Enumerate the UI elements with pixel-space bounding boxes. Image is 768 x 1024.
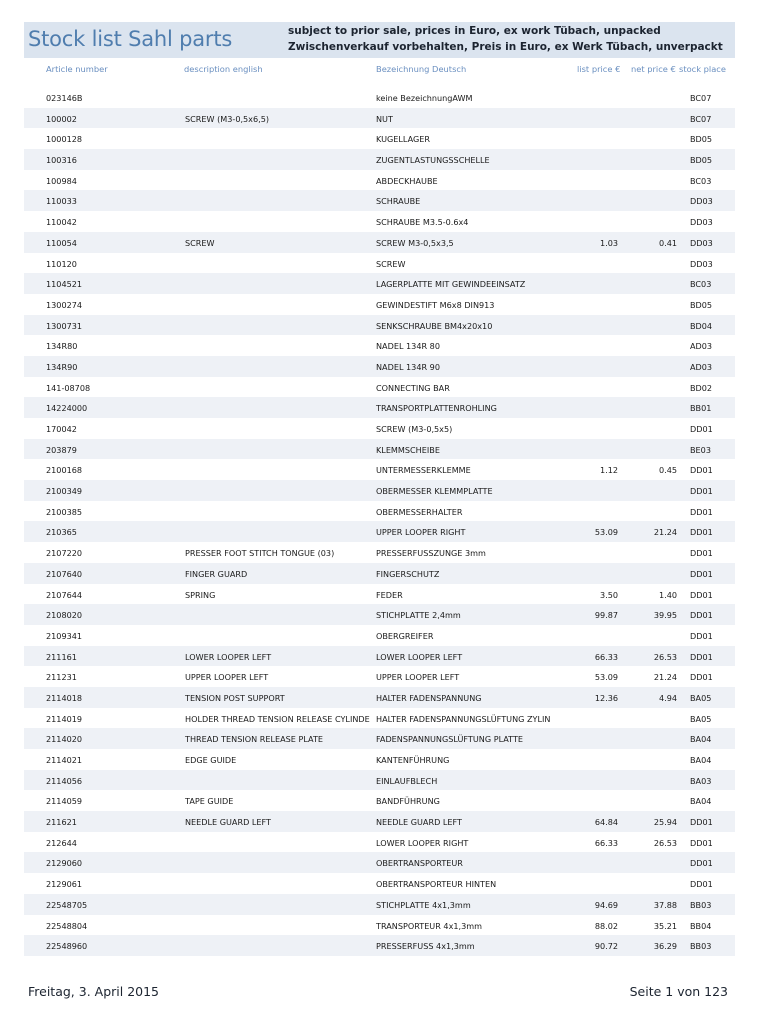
page-title: Stock list Sahl parts xyxy=(28,27,233,51)
cell-description-german: GEWINDESTIFT M6x8 DIN913 xyxy=(376,299,495,310)
table-row xyxy=(24,149,735,170)
cell-description-german: SCREW M3-0,5x3,5 xyxy=(376,237,454,248)
cell-stock-place: DD01 xyxy=(690,879,713,890)
cell-article-number: 212644 xyxy=(46,837,77,848)
table-row xyxy=(24,108,735,129)
table-row xyxy=(24,190,735,211)
cell-list-price: 1.12 xyxy=(599,465,618,476)
cell-description-german: NUT xyxy=(376,113,393,124)
cell-description-english: NEEDLE GUARD LEFT xyxy=(185,817,271,828)
cell-description-german: FADENSPANNUNGSLÜFTUNG PLATTE xyxy=(376,734,524,745)
footer-date: Freitag, 3. April 2015 xyxy=(28,984,160,999)
cell-stock-place: DD01 xyxy=(690,424,713,434)
cell-article-number: 2114019 xyxy=(46,713,83,724)
table-row xyxy=(24,811,735,832)
cell-description-german: LOWER LOOPER LEFT xyxy=(376,651,463,662)
cell-stock-place: DD03 xyxy=(690,217,713,228)
table-row xyxy=(24,377,735,398)
table-row xyxy=(24,253,735,274)
cell-net-price: 1.40 xyxy=(658,589,677,600)
cell-description-english: LOWER LOOPER LEFT xyxy=(185,651,272,662)
table-row xyxy=(24,584,735,605)
table-row xyxy=(24,625,735,646)
cell-description-german: SCHRAUBE xyxy=(376,196,421,207)
cell-description-german: STICHPLATTE 2,4mm xyxy=(376,610,461,621)
cell-description-german: TRANSPORTEUR 4x1,3mm xyxy=(376,920,483,931)
cell-description-german: SCHRAUBE M3.5-0.6x4 xyxy=(376,217,469,228)
cell-description-german: OBERTRANSPORTEUR xyxy=(376,858,463,869)
cell-stock-place: BC07 xyxy=(690,113,712,124)
cell-description-german: keine BezeichnungAWM xyxy=(376,93,473,103)
cell-description-german: SCREW xyxy=(376,258,406,269)
cell-description-english: UPPER LOOPER LEFT xyxy=(185,672,269,683)
subtitle-german: Zwischenverkauf vorbehalten, Preis in Euro, ex Werk Tübach, unverpackt xyxy=(288,41,723,53)
cell-net-price: 26.53 xyxy=(653,651,677,662)
cell-net-price: 0.41 xyxy=(658,237,677,248)
cell-description-german: BANDFÜHRUNG xyxy=(376,796,440,807)
cell-stock-place: BA04 xyxy=(690,734,712,745)
table-row xyxy=(24,397,735,418)
cell-article-number: 2129061 xyxy=(46,879,83,890)
table-row xyxy=(24,294,735,315)
cell-description-german: STICHPLATTE 4x1,3mm xyxy=(376,899,471,910)
cell-list-price: 64.84 xyxy=(594,817,618,828)
cell-description-german: KUGELLAGER xyxy=(376,134,431,145)
cell-stock-place: BA05 xyxy=(690,713,712,724)
table-row xyxy=(24,563,735,584)
cell-description-german: UNTERMESSERKLEMME xyxy=(376,465,471,476)
cell-article-number: 211621 xyxy=(46,817,77,828)
cell-article-number: 110054 xyxy=(46,237,77,248)
subtitle-english: subject to prior sale, prices in Euro, ex work Tübach, unpacked xyxy=(288,25,661,37)
cell-stock-place: BE03 xyxy=(690,444,711,455)
cell-article-number: 2109341 xyxy=(46,630,83,641)
cell-description-german: PRESSERFUSS 4x1,3mm xyxy=(376,941,475,952)
cell-description-german: KANTENFÜHRUNG xyxy=(376,755,450,765)
cell-list-price: 3.50 xyxy=(599,589,618,600)
table-row xyxy=(24,832,735,853)
cell-stock-place: BD05 xyxy=(690,155,713,166)
cell-list-price: 53.09 xyxy=(594,527,618,538)
table-row xyxy=(24,273,735,294)
table-row xyxy=(24,418,735,439)
table-row xyxy=(24,315,735,336)
cell-article-number: 2108020 xyxy=(46,610,83,621)
cell-description-german: SCREW (M3-0,5x5) xyxy=(376,424,453,434)
cell-article-number: 1300274 xyxy=(46,299,83,310)
cell-stock-place: BC03 xyxy=(690,175,712,186)
cell-description-german: ZUGENTLASTUNGSSCHELLE xyxy=(376,155,490,166)
cell-stock-place: DD01 xyxy=(690,506,713,517)
cell-description-german: LOWER LOOPER RIGHT xyxy=(376,837,469,848)
table-row xyxy=(24,894,735,915)
cell-stock-place: DD01 xyxy=(690,548,713,559)
cell-stock-place: DD01 xyxy=(690,817,713,828)
cell-stock-place: DD01 xyxy=(690,465,713,476)
table-row xyxy=(24,211,735,232)
column-header-article: Article number xyxy=(46,64,108,74)
cell-article-number: 170042 xyxy=(46,424,77,434)
table-row xyxy=(24,232,735,253)
cell-description-german: CONNECTING BAR xyxy=(376,382,450,393)
cell-description-english: SCREW (M3-0,5x6,5) xyxy=(185,113,270,124)
cell-description-german: OBERMESSER KLEMMPLATTE xyxy=(376,486,493,497)
cell-article-number: 2100349 xyxy=(46,486,83,497)
cell-article-number: 100984 xyxy=(46,175,77,186)
cell-stock-place: BA05 xyxy=(690,692,712,703)
cell-stock-place: BC07 xyxy=(690,93,712,103)
cell-description-english: HOLDER THREAD TENSION RELEASE CYLINDE xyxy=(185,713,370,724)
cell-description-german: NEEDLE GUARD LEFT xyxy=(376,817,462,828)
cell-description-german: UPPER LOOPER LEFT xyxy=(376,672,460,683)
column-header-desc-en: description english xyxy=(184,64,263,74)
cell-stock-place: BA03 xyxy=(690,775,712,786)
cell-stock-place: DD01 xyxy=(690,589,713,600)
table-row xyxy=(24,770,735,791)
cell-stock-place: DD01 xyxy=(690,672,713,683)
cell-article-number: 22548804 xyxy=(46,920,88,931)
cell-description-german: EINLAUFBLECH xyxy=(376,775,438,786)
cell-description-english: THREAD TENSION RELEASE PLATE xyxy=(185,734,324,745)
table-row xyxy=(24,439,735,460)
cell-article-number: 2100385 xyxy=(46,506,83,517)
cell-article-number: 2107644 xyxy=(46,589,83,600)
cell-article-number: 210365 xyxy=(46,527,77,538)
cell-description-german: LAGERPLATTE MIT GEWINDEEINSATZ xyxy=(376,279,526,290)
cell-stock-place: DD03 xyxy=(690,196,713,207)
cell-description-german: UPPER LOOPER RIGHT xyxy=(376,527,466,538)
column-header-net-price: net price € xyxy=(631,64,676,74)
cell-article-number: 2100168 xyxy=(46,465,83,476)
cell-stock-place: BC03 xyxy=(690,279,712,290)
cell-article-number: 134R90 xyxy=(46,361,78,372)
cell-article-number: 100002 xyxy=(46,113,77,124)
cell-description-german: NADEL 134R 90 xyxy=(376,361,440,372)
cell-list-price: 53.09 xyxy=(594,672,618,683)
cell-stock-place: BD05 xyxy=(690,134,713,145)
table-row xyxy=(24,459,735,480)
cell-net-price: 26.53 xyxy=(653,837,677,848)
table-row xyxy=(24,335,735,356)
table-row xyxy=(24,356,735,377)
cell-net-price: 36.29 xyxy=(653,941,677,952)
cell-article-number: 22548705 xyxy=(46,899,88,910)
cell-stock-place: BA04 xyxy=(690,796,712,807)
cell-description-german: FEDER xyxy=(376,589,403,600)
cell-article-number: 1104521 xyxy=(46,279,83,290)
cell-net-price: 21.24 xyxy=(653,527,677,538)
cell-article-number: 14224000 xyxy=(46,403,88,414)
cell-article-number: 2114021 xyxy=(46,755,83,765)
cell-stock-place: BB03 xyxy=(690,899,712,910)
cell-article-number: 110042 xyxy=(46,217,77,228)
table-row xyxy=(24,728,735,749)
cell-article-number: 100316 xyxy=(46,155,77,166)
cell-list-price: 99.87 xyxy=(594,610,618,621)
cell-stock-place: AD03 xyxy=(690,341,713,352)
cell-list-price: 12.36 xyxy=(594,692,618,703)
cell-description-english: FINGER GUARD xyxy=(185,568,248,579)
cell-description-german: OBERMESSERHALTER xyxy=(376,506,463,517)
cell-description-german: HALTER FADENSPANNUNGSLÜFTUNG ZYLIN xyxy=(376,713,551,724)
table-row xyxy=(24,873,735,894)
cell-article-number: 1300731 xyxy=(46,320,83,331)
cell-list-price: 66.33 xyxy=(594,837,618,848)
table-row xyxy=(24,749,735,770)
cell-article-number: 134R80 xyxy=(46,341,78,352)
table-row xyxy=(24,521,735,542)
table-row xyxy=(24,687,735,708)
cell-description-german: SENKSCHRAUBE BM4x20x10 xyxy=(376,320,493,331)
table-row xyxy=(24,790,735,811)
cell-stock-place: BB03 xyxy=(690,941,712,952)
table-row xyxy=(24,935,735,956)
cell-description-english: TAPE GUIDE xyxy=(185,796,234,807)
cell-article-number: 110033 xyxy=(46,196,77,207)
cell-stock-place: DD01 xyxy=(690,568,713,579)
cell-article-number: 22548960 xyxy=(46,941,88,952)
table-row xyxy=(24,708,735,729)
cell-net-price: 25.94 xyxy=(653,817,677,828)
cell-stock-place: DD03 xyxy=(690,258,713,269)
cell-article-number: 2107640 xyxy=(46,568,83,579)
table-row xyxy=(24,604,735,625)
cell-article-number: 203879 xyxy=(46,444,77,455)
cell-description-german: TRANSPORTPLATTENROHLING xyxy=(376,403,497,414)
cell-stock-place: BB04 xyxy=(690,920,712,931)
cell-article-number: 2114059 xyxy=(46,796,83,807)
column-header-stock-place: stock place xyxy=(679,64,726,74)
cell-net-price: 39.95 xyxy=(653,610,677,621)
cell-article-number: 1000128 xyxy=(46,134,83,145)
cell-stock-place: BD05 xyxy=(690,299,713,310)
table-row xyxy=(24,915,735,936)
stock-table xyxy=(24,87,735,956)
cell-description-english: SPRING xyxy=(185,589,216,600)
cell-article-number: 2107220 xyxy=(46,548,83,559)
cell-article-number: 2114018 xyxy=(46,692,83,703)
cell-description-german: NADEL 134R 80 xyxy=(376,341,440,352)
cell-stock-place: BD04 xyxy=(690,320,713,331)
table-row xyxy=(24,87,735,108)
cell-stock-place: DD01 xyxy=(690,527,713,538)
cell-article-number: 110120 xyxy=(46,258,77,269)
cell-description-german: ABDECKHAUBE xyxy=(376,175,438,186)
table-row xyxy=(24,666,735,687)
cell-net-price: 35.21 xyxy=(653,920,677,931)
cell-article-number: 211231 xyxy=(46,672,77,683)
cell-net-price: 21.24 xyxy=(653,672,677,683)
cell-net-price: 4.94 xyxy=(658,692,677,703)
cell-stock-place: BA04 xyxy=(690,755,712,765)
table-row xyxy=(24,501,735,522)
cell-description-english: PRESSER FOOT STITCH TONGUE (03) xyxy=(185,548,335,559)
cell-list-price: 88.02 xyxy=(594,920,618,931)
cell-description-german: HALTER FADENSPANNUNG xyxy=(376,692,482,703)
cell-list-price: 90.72 xyxy=(594,941,618,952)
cell-stock-place: DD01 xyxy=(690,630,713,641)
cell-stock-place: DD03 xyxy=(690,237,713,248)
cell-description-german: OBERGREIFER xyxy=(376,630,434,641)
cell-article-number: 2114020 xyxy=(46,734,83,745)
cell-article-number: 141-08708 xyxy=(46,382,91,393)
cell-description-german: KLEMMSCHEIBE xyxy=(376,444,440,455)
table-row xyxy=(24,170,735,191)
cell-article-number: 211161 xyxy=(46,651,77,662)
cell-stock-place: BD02 xyxy=(690,382,713,393)
cell-stock-place: BB01 xyxy=(690,403,712,414)
cell-article-number: 023146B xyxy=(46,93,83,103)
table-row xyxy=(24,542,735,563)
cell-stock-place: DD01 xyxy=(690,486,713,497)
cell-article-number: 2114056 xyxy=(46,775,83,786)
cell-net-price: 0.45 xyxy=(658,465,677,476)
cell-list-price: 66.33 xyxy=(594,651,618,662)
cell-stock-place: AD03 xyxy=(690,361,713,372)
cell-description-german: FINGERSCHUTZ xyxy=(376,568,440,579)
footer-page-number: Seite 1 von 123 xyxy=(629,984,728,999)
cell-list-price: 94.69 xyxy=(594,899,618,910)
column-header-desc-de: Bezeichnung Deutsch xyxy=(376,64,467,74)
cell-description-english: EDGE GUIDE xyxy=(185,755,237,765)
table-row xyxy=(24,646,735,667)
cell-stock-place: DD01 xyxy=(690,651,713,662)
table-row xyxy=(24,852,735,873)
cell-stock-place: DD01 xyxy=(690,858,713,869)
cell-description-german: PRESSERFUSSZUNGE 3mm xyxy=(376,548,486,559)
cell-stock-place: DD01 xyxy=(690,610,713,621)
column-header-list-price: list price € xyxy=(577,64,621,74)
cell-stock-place: DD01 xyxy=(690,837,713,848)
cell-net-price: 37.88 xyxy=(653,899,677,910)
table-row xyxy=(24,128,735,149)
cell-description-english: SCREW xyxy=(185,237,215,248)
cell-list-price: 1.03 xyxy=(599,237,618,248)
cell-article-number: 2129060 xyxy=(46,858,83,869)
cell-description-german: OBERTRANSPORTEUR HINTEN xyxy=(376,879,497,890)
cell-description-english: TENSION POST SUPPORT xyxy=(185,692,285,703)
table-row xyxy=(24,480,735,501)
